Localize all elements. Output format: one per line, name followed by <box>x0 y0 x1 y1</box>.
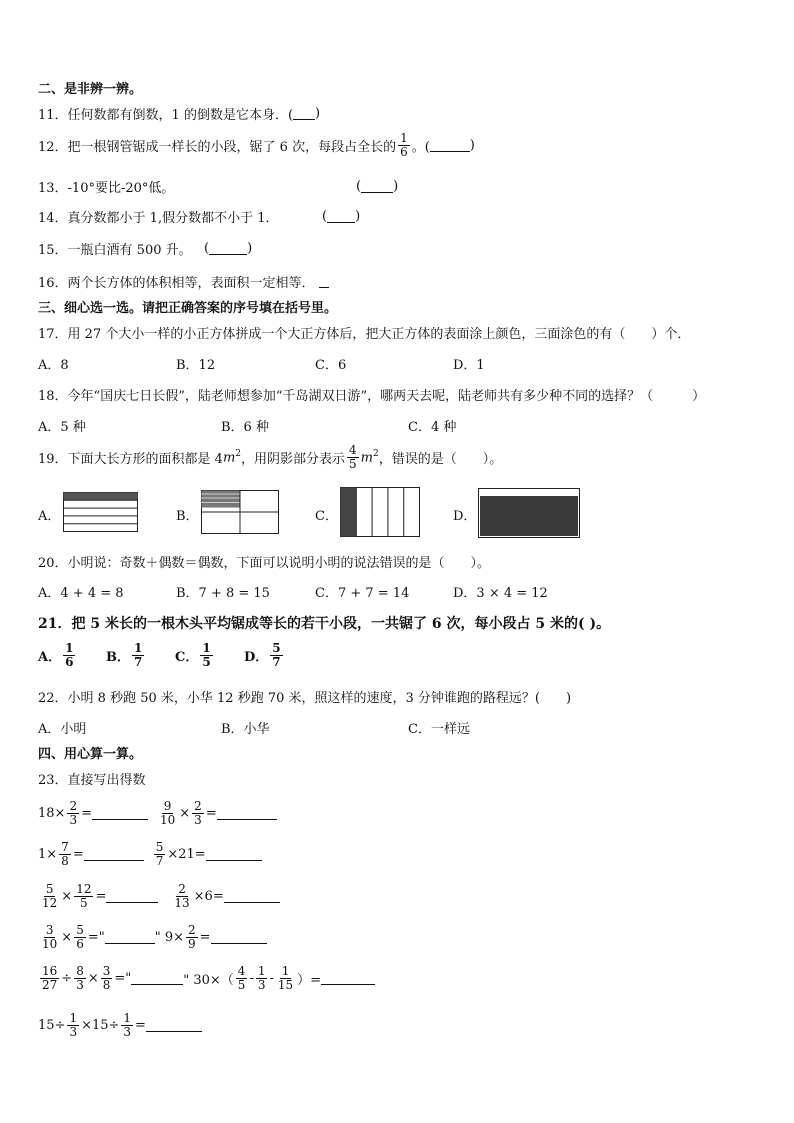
calc-row-2: 1× $\frac{7}{8}$ = $\frac{5}{7}$ ×21= <box>38 841 262 868</box>
q20-option-a[interactable]: A．4 + 4 = 8 <box>38 586 124 601</box>
q20-option-c[interactable]: C．7 + 7 = 14 <box>315 586 410 601</box>
q19-unit: $m^2$ <box>222 449 242 466</box>
q19-fraction: $\frac{4}{5}$ <box>349 443 357 471</box>
q12-fraction: $\frac{1}{6}$ <box>400 131 408 159</box>
q22-option-a[interactable]: A．小明 <box>38 722 87 737</box>
calc-row-5: $\frac{16}{27}$ ÷ $\frac{8}{3}$ × $\frac{3}{8}$ =" " 30×（ $\frac{4}{5}$ - $\frac{1}{3}$ - $\frac{1}{15}$ ）= <box>38 965 375 992</box>
q20-option-d[interactable]: D．3 × 4 = 12 <box>453 586 548 601</box>
q16-answer-blank[interactable] <box>319 275 329 288</box>
q22-option-c[interactable]: C．一样远 <box>408 722 470 737</box>
calc-1-answer[interactable] <box>92 807 148 820</box>
q12-text: 12．把一根钢管锯成一样长的小段，锯了 6 次，每段占全长的 <box>38 140 397 155</box>
q19-option-b[interactable]: B． <box>176 509 199 524</box>
q20-option-b[interactable]: B．7 + 8 = 15 <box>176 586 270 601</box>
section-3-title: 三、细心选一选。请把正确答案的序号填在括号里。 <box>38 301 338 316</box>
calc-6-answer[interactable] <box>224 890 280 903</box>
question-22: 22．小明 8 秒跑 50 米，小华 12 秒跑 70 米，照这样的速度，3 分钟谁跑的路程远？( ) <box>38 691 572 706</box>
question-14: 14．真分数都小于 1,假分数都不小于 1． ( ) <box>38 209 361 226</box>
q13-text: 13．-10°要比-20°低。 <box>38 181 175 196</box>
question-15: 15．一瓶白酒有 500 升。 ( ) <box>38 241 253 258</box>
q19-option-d[interactable]: D． <box>453 509 477 524</box>
q15-text: 15．一瓶白酒有 500 升。 <box>38 243 192 258</box>
calc-row-3: $\frac{5}{12}$ × $\frac{12}{5}$ = $\frac{2}{13}$ ×6= <box>38 883 280 910</box>
q13-answer-blank[interactable] <box>361 180 393 193</box>
q18-option-b[interactable]: B．6 种 <box>221 420 269 435</box>
q17-option-b[interactable]: B．12 <box>176 358 216 373</box>
question-11 <box>38 104 320 123</box>
q17-option-a[interactable]: A．8 <box>38 358 69 373</box>
q21-option-b[interactable]: B． $\frac{1}{7}$ <box>106 641 143 669</box>
q11-close: ) <box>315 106 321 121</box>
q12-answer-blank[interactable] <box>430 139 470 152</box>
question-21: 21．把 5 米长的一根木头平均锯成等长的若干小段，一共锯了 6 次，每小段占 5 米的( )。 <box>38 616 611 632</box>
question-20: 20．小明说：奇数＋偶数＝偶数，下面可以说明小明的说法错误的是（ ）。 <box>38 556 491 571</box>
q19-option-c[interactable]: C． <box>315 509 338 524</box>
section-2-title: 二、是非辨一辨。 <box>38 82 143 97</box>
calc-2-answer[interactable] <box>217 807 277 820</box>
calc-5-answer[interactable] <box>106 890 158 903</box>
section-4-title: 四、用心算一算。 <box>38 747 143 762</box>
q22-option-b[interactable]: B．小华 <box>221 722 270 737</box>
q11-text: 11．任何数都有倒数，1 的倒数是它本身．( <box>38 108 294 123</box>
question-12: 12．把一根钢管锯成一样长的小段，锯了 6 次，每段占全长的 $\frac{1}{6}$ 。( ) <box>38 131 475 159</box>
q21-option-d[interactable]: D． $\frac{5}{7}$ <box>244 641 281 669</box>
q19-option-a[interactable]: A． <box>38 509 61 524</box>
calc-10-answer[interactable] <box>321 972 375 985</box>
q17-option-c[interactable]: C．6 <box>315 358 347 373</box>
q18-option-c[interactable]: C．4 种 <box>408 420 457 435</box>
q19-figure-c <box>340 487 420 537</box>
q17-option-d[interactable]: D．1 <box>453 358 485 373</box>
calc-7-answer[interactable] <box>105 931 155 944</box>
calc-11-answer[interactable] <box>146 1019 202 1032</box>
q19-figure-a <box>63 492 138 532</box>
q11-answer-blank[interactable] <box>293 107 315 120</box>
q14-answer-blank[interactable] <box>327 210 355 223</box>
calc-row-1: 18× $\frac{2}{3}$ = $\frac{9}{10}$ × $\frac{2}{3}$ = <box>38 800 277 827</box>
calc-3-answer[interactable] <box>84 848 144 861</box>
q21-option-c[interactable]: C． $\frac{1}{5}$ <box>175 641 211 669</box>
calc-4-answer[interactable] <box>206 848 262 861</box>
q18-option-a[interactable]: A．5 种 <box>38 420 86 435</box>
question-19: 19．下面大长方形的面积都是 4 $m^2$ ，用阴影部分表示 $\frac{4}{5}$ $m^2$ ，错误的是（ ）。 <box>38 443 503 471</box>
calc-8-answer[interactable] <box>211 931 267 944</box>
calc-row-4: $\frac{3}{10}$ × $\frac{5}{6}$ =" " 9× $\frac{2}{9}$ = <box>38 924 267 951</box>
question-17: 17．用 27 个大小一样的小正方体拼成一个大正方体后，把大正方体的表面涂上颜色，三面涂色的有（ ）个． <box>38 327 691 342</box>
q19-figure-b <box>201 490 279 534</box>
q15-answer-blank[interactable] <box>209 242 247 255</box>
q16-text: 16．两个长方体的体积相等，表面积一定相等． <box>38 276 315 291</box>
q21-option-a[interactable]: A． $\frac{1}{6}$ <box>38 641 74 669</box>
q19-figure-d <box>478 488 580 538</box>
question-13: 13．-10°要比-20°低。 ( ) <box>38 179 399 196</box>
question-16 <box>38 272 329 291</box>
calc-row-6: 15÷ $\frac{1}{3}$ ×15÷ $\frac{1}{3}$ = <box>38 1012 202 1039</box>
question-23: 23．直接写出得数 <box>38 773 146 788</box>
question-18: 18．今年“国庆七日长假”，陆老师想参加“千岛湖双日游”，哪两天去呢，陆老师共有多少种不同的选择？（ ） <box>38 389 706 404</box>
q14-text: 14．真分数都小于 1,假分数都不小于 1． <box>38 211 279 226</box>
calc-9-answer[interactable] <box>131 972 183 985</box>
